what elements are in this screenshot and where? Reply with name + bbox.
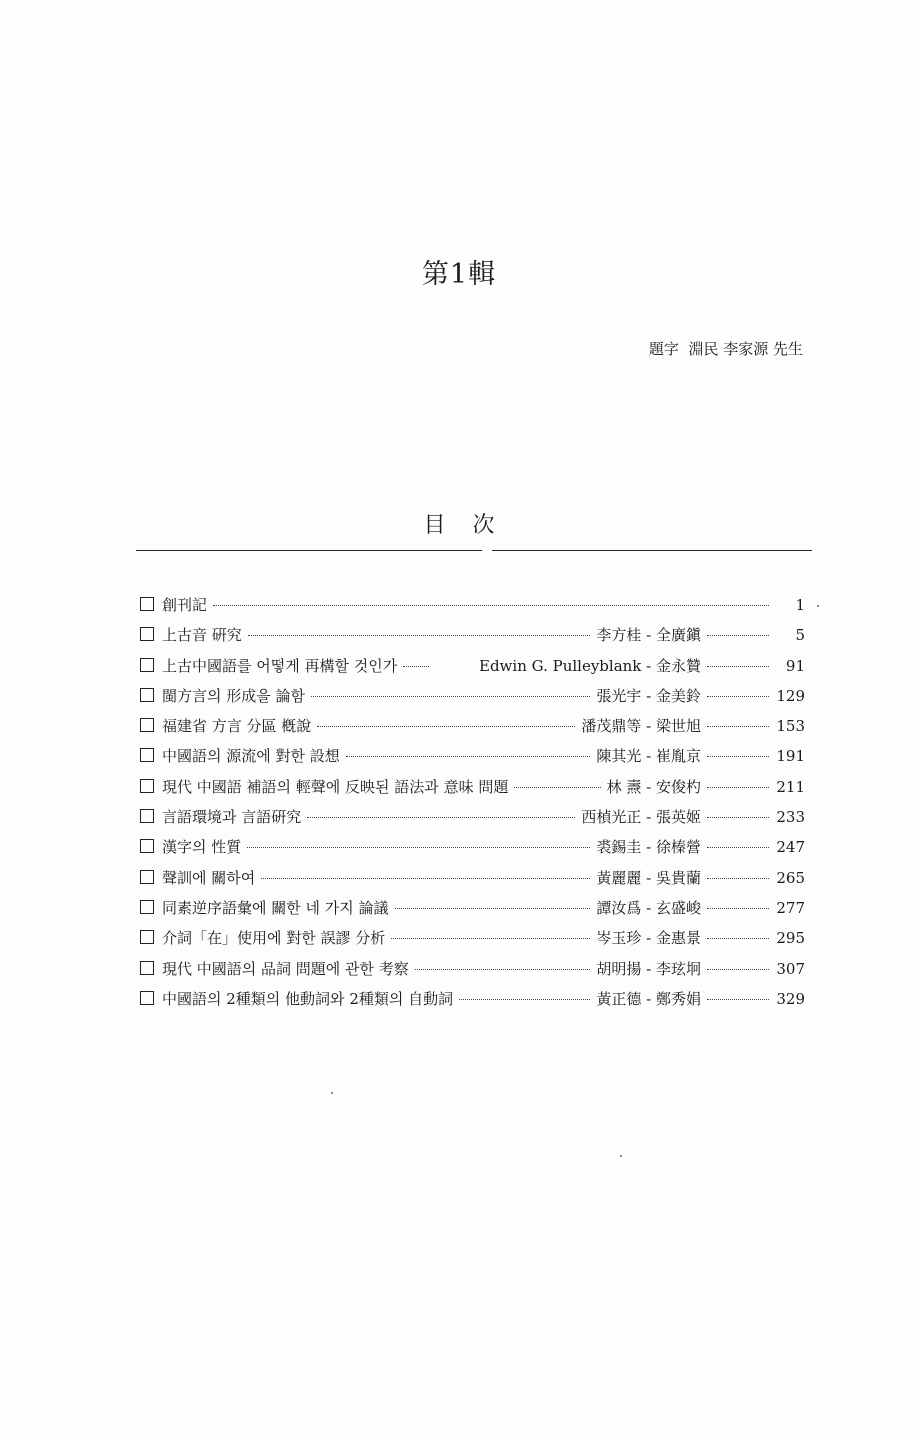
entry-page: 91 <box>785 656 805 675</box>
toc-entry <box>140 776 805 806</box>
entry-author: 岑玉珍 - 金惠景 <box>596 929 701 948</box>
entry-title: 福建省 方言 分區 槪說 <box>162 717 312 736</box>
heading-rule-left <box>136 550 482 551</box>
entry-title: 閩方言의 形成을 論함 <box>162 686 306 705</box>
entry-title: 現代 中國語 補語의 輕聲에 反映된 語法과 意味 問題 <box>162 777 509 796</box>
leader-dots <box>707 969 769 970</box>
leader-dots <box>391 938 590 939</box>
leader-dots <box>261 878 590 879</box>
leader-dots <box>415 969 591 970</box>
entry-page: 307 <box>776 959 805 978</box>
entry-title: 現代 中國語의 品詞 問題에 관한 考察 <box>162 959 409 978</box>
checkbox-square-icon <box>140 961 154 975</box>
leader-dots <box>707 696 769 697</box>
entry-author: 張光宇 - 金美鈴 <box>596 686 701 705</box>
toc-entry <box>140 655 805 685</box>
leader-dots <box>707 817 769 818</box>
entry-title: 同素逆序語彙에 關한 네 가지 論議 <box>162 898 389 917</box>
leader-dots <box>707 878 769 879</box>
leader-dots <box>248 635 591 636</box>
leader-dots <box>707 999 769 1000</box>
checkbox-square-icon <box>140 839 154 853</box>
entry-title: 上古音 硏究 <box>162 626 242 645</box>
toc-entry <box>140 624 805 654</box>
entry-title: 言語環境과 言語硏究 <box>162 808 302 827</box>
entry-page: 277 <box>776 898 805 917</box>
leader-dots <box>307 817 575 818</box>
entry-page: 265 <box>776 868 805 887</box>
toc-entry <box>140 988 805 1018</box>
calligraphy-credit: 題字 淵民 李家源 先生 <box>648 340 803 358</box>
toc-entry <box>140 685 805 715</box>
entry-page: 295 <box>776 929 805 948</box>
leader-dots <box>395 908 591 909</box>
entry-title: 聲訓에 關하여 <box>162 868 256 887</box>
leader-dots <box>707 847 769 848</box>
leader-dots <box>707 756 769 757</box>
checkbox-square-icon <box>140 870 154 884</box>
toc-heading: 目 次 <box>423 513 505 538</box>
checkbox-square-icon <box>140 991 154 1005</box>
entry-author: 陳其光 - 崔胤京 <box>596 747 701 766</box>
entry-page: 329 <box>776 989 805 1008</box>
entry-author: 胡明揚 - 李玹坰 <box>596 959 701 978</box>
heading-rule-right <box>492 550 812 551</box>
leader-dots <box>707 666 769 667</box>
leader-dots <box>459 999 590 1000</box>
entry-page: 153 <box>776 717 805 736</box>
entry-author: 黃正德 - 鄭秀娟 <box>596 989 701 1008</box>
leader-dots <box>707 726 769 727</box>
table-of-contents <box>140 594 805 1018</box>
leader-dots <box>403 666 429 667</box>
entry-author: 李方桂 - 全廣鎭 <box>596 626 701 645</box>
checkbox-square-icon <box>140 809 154 823</box>
entry-author: 林 燾 - 安俊杓 <box>606 777 701 796</box>
checkbox-square-icon <box>140 597 154 611</box>
toc-entry <box>140 836 805 866</box>
entry-page: 211 <box>776 777 805 796</box>
entry-title: 創刊記 <box>162 596 208 614</box>
entry-page: 129 <box>776 686 805 705</box>
checkbox-square-icon <box>140 930 154 944</box>
entry-author: 西楨光正 - 張英姬 <box>581 808 701 827</box>
entry-title: 上古中國語를 어떻게 再構할 것인가 <box>162 656 398 675</box>
toc-entry <box>140 715 805 745</box>
checkbox-square-icon <box>140 900 154 914</box>
toc-entry <box>140 897 805 927</box>
entry-title: 漢字의 性質 <box>162 838 242 857</box>
checkbox-square-icon <box>140 658 154 672</box>
volume-title: 第1輯 <box>421 259 497 290</box>
checkbox-square-icon <box>140 779 154 793</box>
toc-entry <box>140 594 805 624</box>
leader-dots <box>213 605 769 606</box>
entry-page: 233 <box>776 808 805 827</box>
checkbox-square-icon <box>140 688 154 702</box>
checkbox-square-icon <box>140 748 154 762</box>
entry-author: 譚汝爲 - 玄盛峻 <box>596 898 701 917</box>
leader-dots <box>707 635 769 636</box>
entry-page: 1 <box>795 596 805 614</box>
entry-title: 中國語의 2種類의 他動詞와 2種類의 自動詞 <box>162 989 454 1008</box>
toc-entry <box>140 958 805 988</box>
leader-dots <box>346 756 591 757</box>
leader-dots <box>317 726 575 727</box>
checkbox-square-icon <box>140 718 154 732</box>
leader-dots <box>247 847 590 848</box>
leader-dots <box>514 787 600 788</box>
entry-title: 中國語의 源流에 對한 設想 <box>162 747 340 766</box>
entry-title: 介詞「在」使用에 對한 誤謬 分析 <box>162 929 386 948</box>
print-speck <box>620 1155 622 1157</box>
entry-page: 247 <box>776 838 805 857</box>
entry-author: 潘茂鼎等 - 梁世旭 <box>581 717 701 736</box>
leader-dots <box>707 787 769 788</box>
leader-dots <box>707 938 769 939</box>
leader-dots <box>707 908 769 909</box>
leader-dots <box>311 696 590 697</box>
entry-page: 5 <box>795 626 805 645</box>
entry-author: Edwin G. Pulleyblank - 金永贊 <box>479 656 701 675</box>
print-speck <box>331 1092 333 1094</box>
entry-page: 191 <box>776 747 805 766</box>
entry-author: 裘錫圭 - 徐榛營 <box>596 838 701 857</box>
entry-author: 黃麗麗 - 吳貴蘭 <box>596 868 701 887</box>
checkbox-square-icon <box>140 627 154 641</box>
toc-entry <box>140 806 805 836</box>
toc-entry <box>140 745 805 775</box>
toc-entry <box>140 867 805 897</box>
toc-entry <box>140 927 805 957</box>
print-speck <box>817 605 819 607</box>
